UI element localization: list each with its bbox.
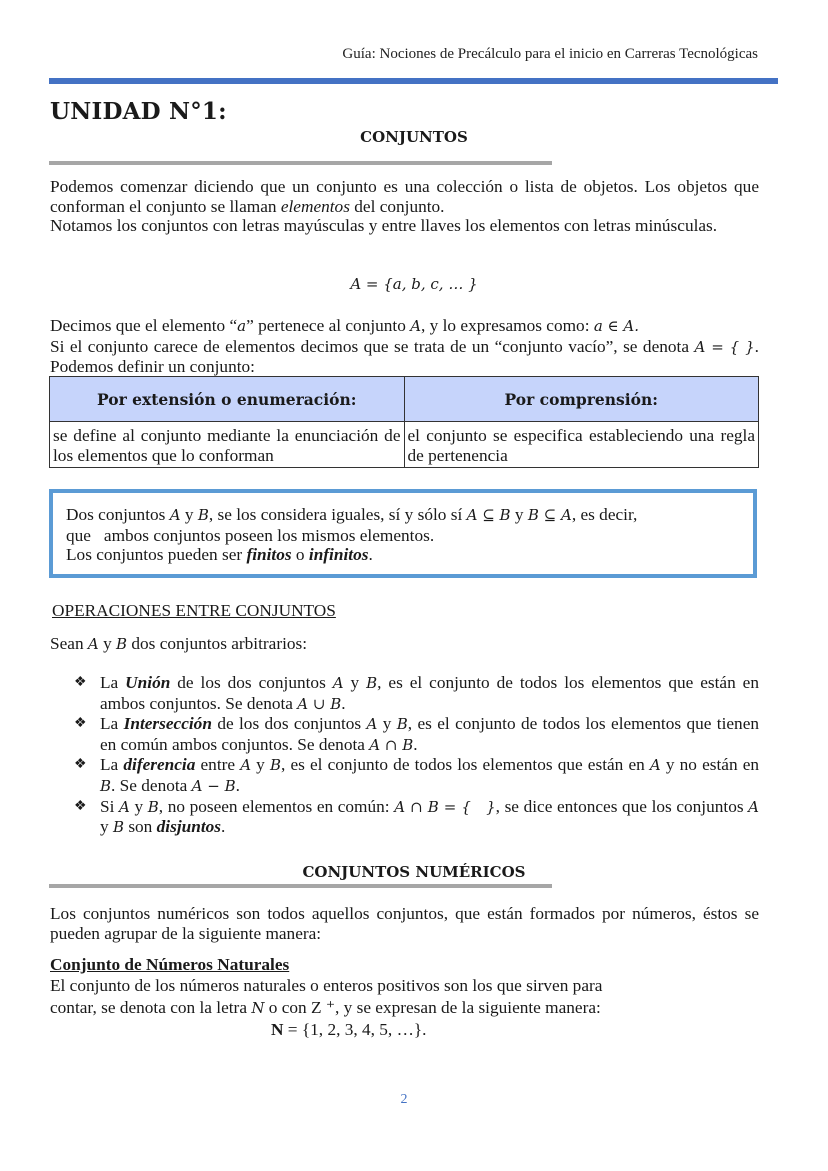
column-header-comprehension: Por comprensión: [404, 377, 759, 422]
operations-list [74, 673, 759, 838]
membership-formula: a ∈ A. [593, 317, 639, 335]
naturals-description: El conjunto de los números naturales o enteros positivos son los que sirven para contar, se denota con la letra N o con Z ⁺, y se expresan de la siguiente manera: [50, 976, 603, 1017]
term-finitos: finitos [246, 545, 292, 564]
naturals-formula: N = {1, 2, 3, 4, 5, …}. [271, 1020, 427, 1039]
diamond-bullet-icon: ❖ [74, 675, 87, 690]
set-notation-formula: A = {a, b, c, … } [350, 275, 478, 293]
diamond-bullet-icon: ❖ [74, 798, 87, 814]
empty-set-formula: A = { } [694, 338, 755, 356]
section-rule [49, 884, 552, 888]
section-rule [49, 161, 552, 165]
numeric-sets-intro: Los conjuntos numéricos son todos aquellos conjuntos, que están formados por números, éstos se pueden agrupar de la siguiente manera: [50, 904, 759, 943]
callout-line-1: Dos conjuntos A y B, se los considera iguales, sí y sólo sí A ⊆ B y B ⊆ A, es decir, [66, 505, 638, 524]
membership-line: Decimos que el elemento “a” pertenece al conjunto A, y lo expresamos como: a ∈ A. [50, 316, 639, 335]
section-title-numeric-sets: CONJUNTOS NUMÉRICOS [302, 863, 526, 881]
cell-extension-description: se define al conjunto mediante la enunciación de los elementos que lo conforman [50, 422, 405, 468]
page-number: 2 [400, 1092, 408, 1107]
list-item-disjoint: ❖ Si A y B, no poseen elementos en común: A ∩ B = { }, se dice entonces que los conjuntos A y B son disjuntos. [74, 796, 760, 837]
naturals-heading: Conjunto de Números Naturales [50, 955, 290, 974]
column-header-extension: Por extensión o enumeración: [50, 377, 405, 422]
membership-paragraph [50, 315, 759, 376]
callout-text [66, 505, 736, 565]
list-item-difference: ❖ La diferencia entre A y B, es el conjunto de todos los elementos que están en A y no están en B. Se denota A − B. [74, 755, 760, 795]
callout-line-2: que ambos conjuntos poseen los mismos elementos. [66, 525, 435, 545]
intro-p1: Podemos comenzar diciendo que un conjunto es una colección o lista de objetos. Los objetos que conforman el conjunto se llaman elementos del conjunto. [50, 177, 759, 216]
term-elementos: elementos [280, 196, 350, 216]
table-row [50, 422, 759, 468]
list-item-union: ❖ La Unión de los dos conjuntos A y B, es el conjunto de todos los elementos que están en ambos conjuntos. Se denota A ∪ B. [74, 673, 759, 713]
running-header: Guía: Nociones de Precálculo para el inicio en Carreras Tecnológicas [342, 46, 758, 62]
term-union: Unión [125, 673, 171, 692]
term-interseccion: Intersección [123, 714, 212, 734]
term-diferencia: diferencia [123, 755, 196, 775]
unit-title: UNIDAD N°1: [50, 98, 227, 125]
intro-paragraph [50, 177, 759, 236]
term-disjuntos: disjuntos [156, 817, 222, 837]
empty-set-line: Si el conjunto carece de elementos decimos que se trata de un “conjunto vacío”, se denota A = { }. Podemos definir un conjunto: [50, 337, 759, 376]
section-title-conjuntos: CONJUNTOS [360, 128, 468, 146]
callout-line-3: Los conjuntos pueden ser finitos o infinitos. [66, 545, 373, 564]
operations-intro: Sean A y B dos conjuntos arbitrarios: [50, 634, 308, 653]
diamond-bullet-icon: ❖ [74, 757, 87, 773]
header-divider [49, 78, 778, 84]
set-equality-callout [49, 489, 757, 578]
cell-comprehension-description: el conjunto se especifica estableciendo una regla de pertenencia [404, 422, 759, 468]
diamond-bullet-icon: ❖ [74, 716, 87, 732]
term-infinitos: infinitos [308, 545, 369, 564]
set-definition-table [49, 376, 759, 468]
list-item-intersection: ❖ La Intersección de los dos conjuntos A y B, es el conjunto de todos los elementos que tienen en común ambos conjuntos. Se denota A ∩ B. [74, 714, 760, 754]
operations-heading: OPERACIONES ENTRE CONJUNTOS [52, 601, 336, 620]
table-header-row [50, 377, 759, 422]
intro-p2: Notamos los conjuntos con letras mayúsculas y entre llaves los elementos con letras minúsculas. [50, 216, 718, 236]
